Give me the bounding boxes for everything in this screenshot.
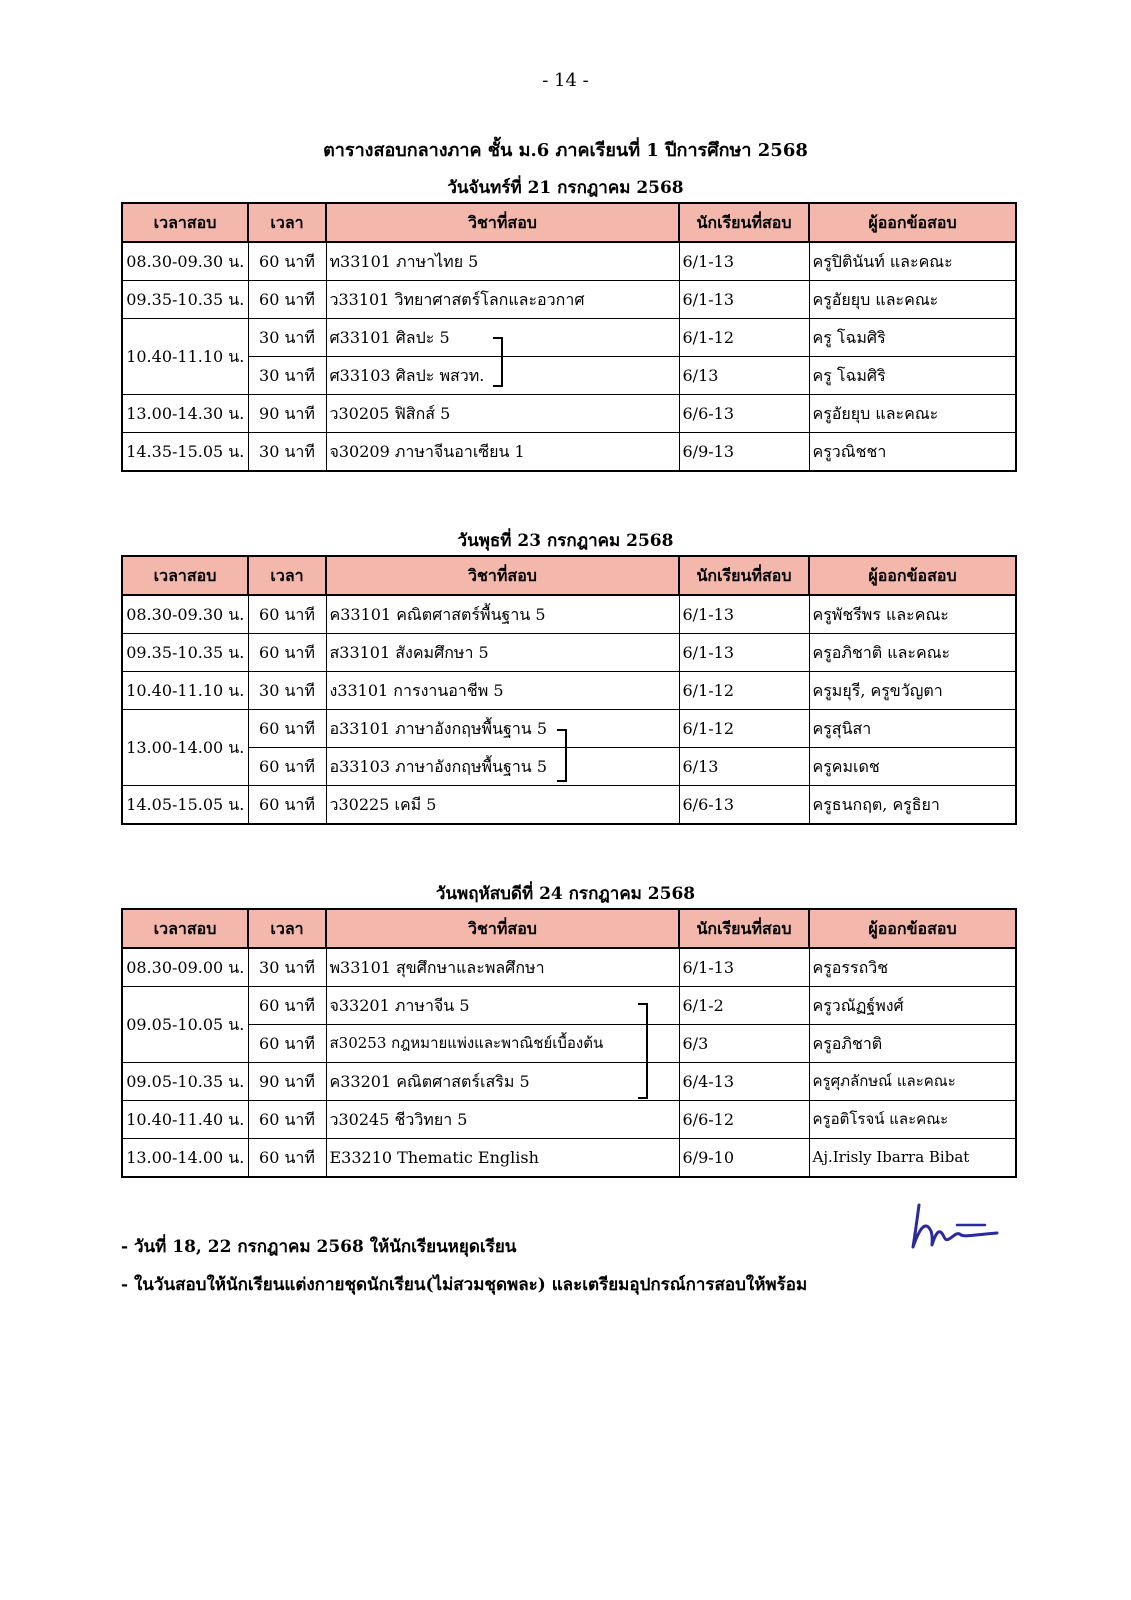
header-subject: วิชาที่สอบ xyxy=(326,556,679,595)
students: 6/6-13 xyxy=(679,786,809,825)
exam-time: 13.00-14.00 น. xyxy=(122,1139,248,1178)
table-row xyxy=(122,710,1016,748)
table-row xyxy=(122,948,1016,987)
exam-time: 09.05-10.05 น. xyxy=(122,987,248,1063)
exam-time: 08.30-09.30 น. xyxy=(122,242,248,281)
duration: 60 นาที xyxy=(248,242,326,281)
duration: 60 นาที xyxy=(248,710,326,748)
exam-time: 13.00-14.00 น. xyxy=(122,710,248,786)
exam-time: 08.30-09.00 น. xyxy=(122,948,248,987)
table-row xyxy=(122,1101,1016,1139)
note-dress-code: - ในวันสอบให้นักเรียนแต่งกายชุดนักเรียน(ไม่สวมชุดพละ) และเตรียมอุปกรณ์การสอบให้พร้อม xyxy=(121,1275,808,1295)
header-subject: วิชาที่สอบ xyxy=(326,909,679,948)
subject: ท33101 ภาษาไทย 5 xyxy=(326,242,679,281)
signature-image xyxy=(905,1195,1000,1265)
examiner: ครูธนกฤต, ครูธิยา xyxy=(809,786,1016,825)
subject: ว30205 ฟิสิกส์ 5 xyxy=(326,395,679,433)
subject: พ33101 สุขศึกษาและพลศึกษา xyxy=(326,948,679,987)
header-subject: วิชาที่สอบ xyxy=(326,203,679,242)
exam-time: 14.05-15.05 น. xyxy=(122,786,248,825)
students: 6/1-12 xyxy=(679,319,809,357)
header-examiner: ผู้ออกข้อสอบ xyxy=(809,556,1016,595)
duration: 60 นาที xyxy=(248,595,326,634)
students: 6/4-13 xyxy=(679,1063,809,1101)
table-header-row xyxy=(122,556,1016,595)
group-bracket xyxy=(638,1003,648,1099)
duration: 30 นาที xyxy=(248,433,326,472)
students: 6/1-12 xyxy=(679,710,809,748)
duration: 60 นาที xyxy=(248,786,326,825)
duration: 30 นาที xyxy=(248,319,326,357)
examiner: ครูอัยยุบ และคณะ xyxy=(809,281,1016,319)
table-row xyxy=(122,433,1016,472)
examiner: ครูวณัฏฐ์พงศ์ xyxy=(809,987,1016,1025)
table-row xyxy=(122,786,1016,825)
subject: ง33101 การงานอาชีพ 5 xyxy=(326,672,679,710)
table-row xyxy=(122,748,1016,786)
header-students: นักเรียนที่สอบ xyxy=(679,556,809,595)
examiner: ครูอติโรจน์ และคณะ xyxy=(809,1101,1016,1139)
students: 6/1-13 xyxy=(679,595,809,634)
subject: ศ33101 ศิลปะ 5 xyxy=(326,319,679,357)
header-duration: เวลา xyxy=(248,909,326,948)
duration: 90 นาที xyxy=(248,1063,326,1101)
students: 6/9-13 xyxy=(679,433,809,472)
exam-time: 09.35-10.35 น. xyxy=(122,634,248,672)
table-row xyxy=(122,634,1016,672)
exam-time: 10.40-11.40 น. xyxy=(122,1101,248,1139)
header-duration: เวลา xyxy=(248,556,326,595)
table-row xyxy=(122,1139,1016,1178)
exam-time: 10.40-11.10 น. xyxy=(122,672,248,710)
examiner: ครู โฉมศิริ xyxy=(809,357,1016,395)
subject: E33210 Thematic English xyxy=(326,1139,679,1178)
table-row xyxy=(122,319,1016,357)
group-bracket xyxy=(493,337,503,387)
exam-table-thursday xyxy=(121,908,1017,1178)
header-exam-time: เวลาสอบ xyxy=(122,203,248,242)
header-students: นักเรียนที่สอบ xyxy=(679,203,809,242)
students: 6/1-13 xyxy=(679,948,809,987)
header-examiner: ผู้ออกข้อสอบ xyxy=(809,909,1016,948)
subject: ค33101 คณิตศาสตร์พื้นฐาน 5 xyxy=(326,595,679,634)
table-row xyxy=(122,1025,1016,1063)
exam-time: 13.00-14.30 น. xyxy=(122,395,248,433)
examiner: ครูอภิชาติ และคณะ xyxy=(809,634,1016,672)
students: 6/9-10 xyxy=(679,1139,809,1178)
subject: จ30209 ภาษาจีนอาเซียน 1 xyxy=(326,433,679,472)
students: 6/3 xyxy=(679,1025,809,1063)
header-duration: เวลา xyxy=(248,203,326,242)
page-number: - 14 - xyxy=(542,70,589,91)
table-row xyxy=(122,395,1016,433)
note-holiday: - วันที่ 18, 22 กรกฎาคม 2568 ให้นักเรียนหยุดเรียน xyxy=(121,1237,517,1257)
duration: 60 นาที xyxy=(248,987,326,1025)
duration: 60 นาที xyxy=(248,1139,326,1178)
students: 6/1-12 xyxy=(679,672,809,710)
exam-table-wednesday xyxy=(121,555,1017,825)
document-title: ตารางสอบกลางภาค ชั้น ม.6 ภาคเรียนที่ 1 ปีการศึกษา 2568 xyxy=(323,140,808,161)
table-header-row xyxy=(122,203,1016,242)
students: 6/1-2 xyxy=(679,987,809,1025)
examiner: Aj.Irisly Ibarra Bibat xyxy=(809,1139,1016,1178)
duration: 60 นาที xyxy=(248,748,326,786)
subject: ว30225 เคมี 5 xyxy=(326,786,679,825)
table-row xyxy=(122,595,1016,634)
duration: 60 นาที xyxy=(248,281,326,319)
subject: ค33201 คณิตศาสตร์เสริม 5 xyxy=(326,1063,679,1101)
examiner: ครู โฉมศิริ xyxy=(809,319,1016,357)
table-row xyxy=(122,672,1016,710)
duration: 60 นาที xyxy=(248,1025,326,1063)
students: 6/13 xyxy=(679,357,809,395)
examiner: ครูพัชรีพร และคณะ xyxy=(809,595,1016,634)
duration: 30 นาที xyxy=(248,672,326,710)
table-row xyxy=(122,1063,1016,1101)
students: 6/1-13 xyxy=(679,242,809,281)
exam-table-monday xyxy=(121,202,1017,472)
examiner: ครูสุนิสา xyxy=(809,710,1016,748)
subject: ส33101 สังคมศึกษา 5 xyxy=(326,634,679,672)
table-row xyxy=(122,242,1016,281)
exam-time: 09.35-10.35 น. xyxy=(122,281,248,319)
table-row xyxy=(122,987,1016,1025)
subject: อ33103 ภาษาอังกฤษพื้นฐาน 5 xyxy=(326,748,679,786)
examiner: ครูศุภลักษณ์ และคณะ xyxy=(809,1063,1016,1101)
header-students: นักเรียนที่สอบ xyxy=(679,909,809,948)
subject: อ33101 ภาษาอังกฤษพื้นฐาน 5 xyxy=(326,710,679,748)
duration: 30 นาที xyxy=(248,948,326,987)
duration: 60 นาที xyxy=(248,634,326,672)
header-exam-time: เวลาสอบ xyxy=(122,556,248,595)
examiner: ครูอรรถวิช xyxy=(809,948,1016,987)
day-title-monday: วันจันทร์ที่ 21 กรกฎาคม 2568 xyxy=(447,178,684,198)
subject: จ33201 ภาษาจีน 5 xyxy=(326,987,679,1025)
exam-time: 08.30-09.30 น. xyxy=(122,595,248,634)
students: 6/13 xyxy=(679,748,809,786)
header-examiner: ผู้ออกข้อสอบ xyxy=(809,203,1016,242)
day-title-thursday: วันพฤหัสบดีที่ 24 กรกฎาคม 2568 xyxy=(435,884,696,904)
header-exam-time: เวลาสอบ xyxy=(122,909,248,948)
duration: 90 นาที xyxy=(248,395,326,433)
students: 6/1-13 xyxy=(679,281,809,319)
subject: ศ33103 ศิลปะ พสวท. xyxy=(326,357,679,395)
examiner: ครูวณิชชา xyxy=(809,433,1016,472)
students: 6/6-12 xyxy=(679,1101,809,1139)
day-title-wednesday: วันพุธที่ 23 กรกฎาคม 2568 xyxy=(457,531,674,551)
exam-time: 09.05-10.35 น. xyxy=(122,1063,248,1101)
duration: 60 นาที xyxy=(248,1101,326,1139)
subject: ว30245 ชีววิทยา 5 xyxy=(326,1101,679,1139)
table-row xyxy=(122,281,1016,319)
examiner: ครูอภิชาติ xyxy=(809,1025,1016,1063)
examiner: ครูอัยยุบ และคณะ xyxy=(809,395,1016,433)
students: 6/6-13 xyxy=(679,395,809,433)
exam-time: 10.40-11.10 น. xyxy=(122,319,248,395)
examiner: ครูปิตินันท์ และคณะ xyxy=(809,242,1016,281)
table-header-row xyxy=(122,909,1016,948)
group-bracket xyxy=(557,729,567,782)
students: 6/1-13 xyxy=(679,634,809,672)
examiner: ครูคมเดช xyxy=(809,748,1016,786)
duration: 30 นาที xyxy=(248,357,326,395)
table-row xyxy=(122,357,1016,395)
subject: ว33101 วิทยาศาสตร์โลกและอวกาศ xyxy=(326,281,679,319)
examiner: ครูมยุรี, ครูขวัญตา xyxy=(809,672,1016,710)
subject: ส30253 กฎหมายแพ่งและพาณิชย์เบื้องต้น xyxy=(326,1025,679,1063)
exam-time: 14.35-15.05 น. xyxy=(122,433,248,472)
